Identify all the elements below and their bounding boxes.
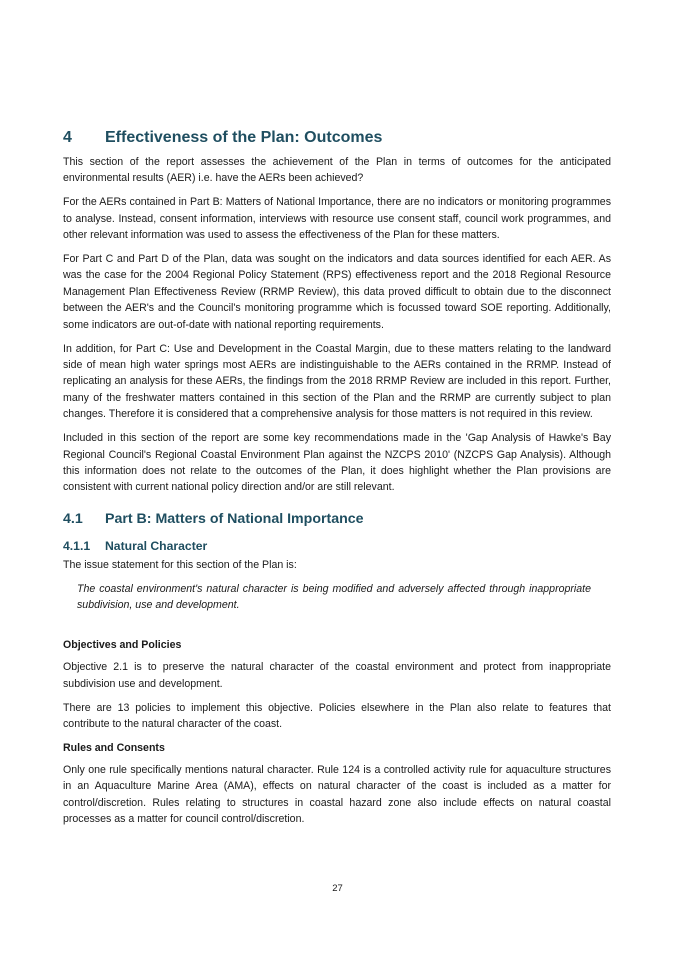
issue-statement-quote: The coastal environment's natural character is being modified and adversely affected through inappropriate subdivision, use and development. bbox=[77, 582, 591, 612]
paragraph: For the AERs contained in Part B: Matters of National Importance, there are no indicators or monitoring programmes to analyse. Instead, consent information, interviews with resource use consent staff, council work programmes, and other relevant information was used to assess the effectiveness of the Plan for these matters. bbox=[63, 196, 611, 242]
document-page bbox=[63, 128, 611, 835]
section-heading bbox=[63, 128, 611, 148]
paragraph: Only one rule specifically mentions natural character. Rule 124 is a controlled activity rule for aquaculture structures in an Aquaculture Marine Area (AMA), effects on natural character of the coast is included as a matter for control/discretion. Rules relating to structures in coastal hazard zone also include effects on natural coastal processes as a matter for council control/discretion. bbox=[63, 764, 611, 826]
rules-heading: Rules and Consents bbox=[63, 742, 165, 755]
subsection-heading bbox=[63, 510, 611, 528]
paragraph: In addition, for Part C: Use and Development in the Coastal Margin, due to these matters relating to the landward side of mean high water springs most AERs are indistinguishable to the AERs contained in the RRMP. Instead of replicating an analysis for these AERs, the findings from the 2018 RRMP Review are included in this report. Further, many of the freshwater matters contained in this section of the Plan and the RRMP are currently subject to plan changes. Therefore it is considered that a comprehensive analysis for those matters is not required in this review. bbox=[63, 342, 611, 421]
issue-intro: The issue statement for this section of the Plan is: bbox=[63, 558, 297, 571]
paragraph: Included in this section of the report are some key recommendations made in the 'Gap Analysis of Hawke's Bay Regional Council's Regional Coastal Environment Plan against the NZCPS 2010' (NZCPS Gap Analysis). Although this information does not relate to the outcomes of the Plan, it does highlight whether the Plan provisions are consistent with current national policy direction and/or are still relevant. bbox=[63, 432, 611, 494]
subsubsection-heading bbox=[63, 538, 611, 554]
paragraph: This section of the report assesses the achievement of the Plan in terms of outcomes for the anticipated environmental results (AER) i.e. have the AERs been achieved? bbox=[63, 156, 611, 185]
paragraph: Objective 2.1 is to preserve the natural character of the coastal environment and protect from inappropriate subdivision use and development. bbox=[63, 661, 611, 690]
subsection-title: Part B: Matters of National Importance bbox=[105, 510, 364, 527]
subsubsection-number: 4.1.1 bbox=[63, 538, 91, 553]
paragraph: There are 13 policies to implement this objective. Policies elsewhere in the Plan also relate to features that contribute to the natural character of the coast. bbox=[63, 701, 611, 731]
section-title: Effectiveness of the Plan: Outcomes bbox=[105, 129, 383, 146]
paragraph: For Part C and Part D of the Plan, data was sought on the indicators and data sources identified for each AER. As was the case for the 2004 Regional Policy Statement (RPS) effectiveness report and the 2018 Regional Resource Management Plan Effectiveness Review (RRMP Review), this data proved difficult to obtain due to the disconnect between the AER's and the Council's monitoring programme which is focussed toward SOE reporting. Additionally, some indicators are out-of-date with national reporting requirements. bbox=[63, 253, 611, 331]
subsubsection-title: Natural Character bbox=[105, 538, 208, 553]
objectives-heading: Objectives and Policies bbox=[63, 639, 182, 652]
page-number: 27 bbox=[332, 883, 343, 894]
subsection-number: 4.1 bbox=[63, 510, 83, 527]
section-number: 4 bbox=[63, 129, 72, 146]
